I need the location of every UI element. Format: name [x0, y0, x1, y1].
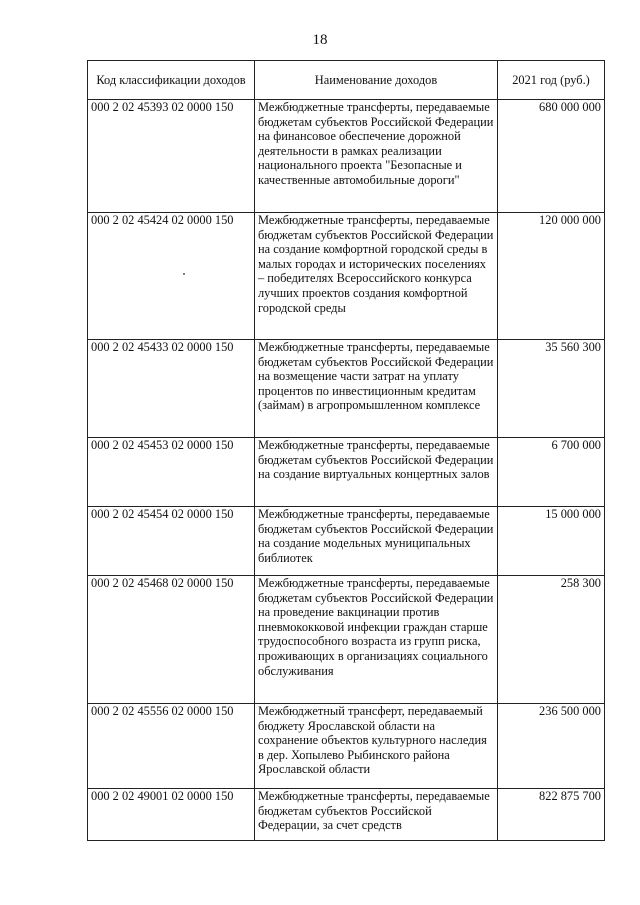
- row-name: Межбюджетный трансферт, передаваемый бюджету Ярославской области на сохранение объектов культурного наследия в дер. Хопылево Рыбинского района Ярославской области: [255, 704, 498, 789]
- row-name: Межбюджетные трансферты, передаваемые бюджетам субъектов Российской Федерации на возмещение части затрат на уплату процентов по инвестиционным кредитам (займам) в агропромышленном комплексе: [255, 340, 498, 438]
- row-amount: 15 000 000: [498, 507, 605, 576]
- table-row: [88, 507, 605, 576]
- header-name: Наименование доходов: [255, 61, 498, 100]
- table-row: [88, 340, 605, 438]
- row-amount: 236 500 000: [498, 704, 605, 789]
- row-code: 000 2 02 49001 02 0000 150: [88, 789, 255, 841]
- table-row: [88, 100, 605, 213]
- row-amount: 6 700 000: [498, 438, 605, 507]
- table-row: [88, 789, 605, 841]
- header-amount: 2021 год (руб.): [498, 61, 605, 100]
- table-header-row: [88, 61, 605, 100]
- row-code: 000 2 02 45433 02 0000 150: [88, 340, 255, 438]
- row-code: 000 2 02 45468 02 0000 150: [88, 576, 255, 704]
- row-name: Межбюджетные трансферты, передаваемые бюджетам субъектов Российской Федерации на создание модельных муниципальных библиотек: [255, 507, 498, 576]
- row-code: 000 2 02 45453 02 0000 150: [88, 438, 255, 507]
- row-code: 000 2 02 45556 02 0000 150: [88, 704, 255, 789]
- revenue-table: [87, 60, 605, 841]
- row-name: Межбюджетные трансферты, передаваемые бюджетам субъектов Российской Федерации на проведение вакцинации против пневмококковой инфекции граждан старше трудоспособного возраста из групп риска, проживающих в организациях социального обслуживания: [255, 576, 498, 704]
- row-name: Межбюджетные трансферты, передаваемые бюджетам субъектов Российской Федерации на создание комфортной городской среды в малых городах и исторических поселениях – победителях Всероссийского конкурса лучших проектов создания комфортной городской среды: [255, 213, 498, 340]
- scan-speck: [183, 273, 185, 275]
- row-name: Межбюджетные трансферты, передаваемые бюджетам субъектов Российской Федерации, за счет средств: [255, 789, 498, 841]
- row-code: 000 2 02 45393 02 0000 150: [88, 100, 255, 213]
- row-amount: 258 300: [498, 576, 605, 704]
- row-name: Межбюджетные трансферты, передаваемые бюджетам субъектов Российской Федерации на финансовое обеспечение дорожной деятельности в рамках реализации национального проекта "Безопасные и качественные автомобильные дороги": [255, 100, 498, 213]
- table-row: [88, 576, 605, 704]
- row-name: Межбюджетные трансферты, передаваемые бюджетам субъектов Российской Федерации на создание виртуальных концертных залов: [255, 438, 498, 507]
- row-amount: 35 560 300: [498, 340, 605, 438]
- row-amount: 120 000 000: [498, 213, 605, 340]
- row-amount: 680 000 000: [498, 100, 605, 213]
- table-row: [88, 213, 605, 340]
- row-code: 000 2 02 45424 02 0000 150: [88, 213, 255, 340]
- row-code: 000 2 02 45454 02 0000 150: [88, 507, 255, 576]
- page-number: 18: [312, 32, 328, 48]
- table-row: [88, 438, 605, 507]
- table-row: [88, 704, 605, 789]
- header-code: Код классификации доходов: [88, 61, 255, 100]
- row-amount: 822 875 700: [498, 789, 605, 841]
